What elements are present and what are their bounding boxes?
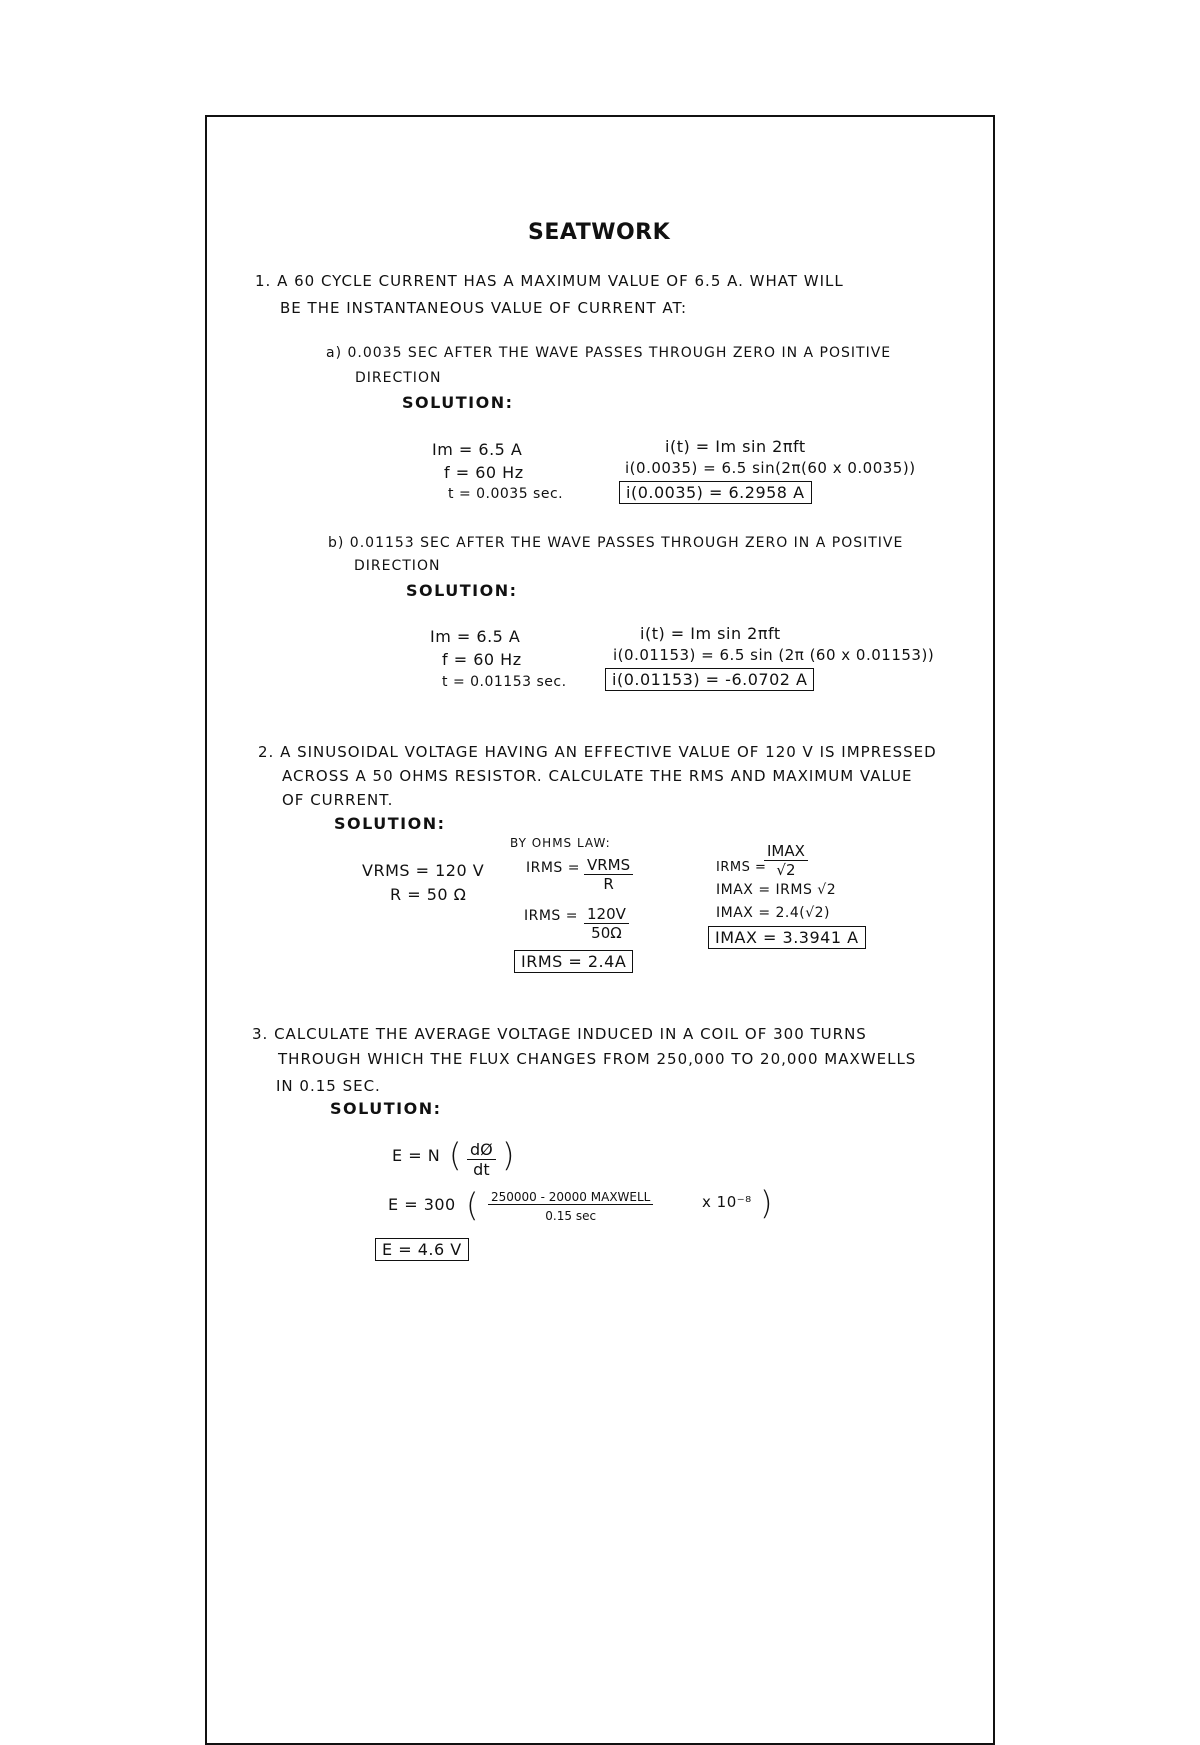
q1b-line1: b) 0.01153 SEC AFTER THE WAVE PASSES THROUGH ZERO IN A POSITIVE [328, 535, 904, 551]
q2-solution-label: SOLUTION: [334, 814, 446, 833]
q1-line2: BE THE INSTANTANEOUS VALUE OF CURRENT AT: [280, 299, 688, 317]
q1a-given-im: Im = 6.5 A [432, 440, 523, 459]
q1b-substitution: i(0.01153) = 6.5 sin (2π (60 x 0.01153)) [613, 646, 935, 664]
q3-e1-lhs: E = N [392, 1146, 441, 1165]
q2-imax-lhs: IRMS = [716, 860, 767, 875]
q3-e1-denominator: dt [473, 1160, 490, 1179]
q2-imax-fraction [764, 842, 808, 879]
q3-answer: E = 4.6 V [375, 1238, 469, 1261]
q2-irms-fraction [584, 856, 633, 893]
q2-ohms-law-label: BY OHMS LAW: [510, 836, 611, 850]
q2-given-r: R = 50 Ω [390, 885, 467, 904]
q3-e2-tail: x 10⁻⁸ [702, 1193, 752, 1211]
q2-irms-denominator: R [603, 875, 614, 893]
q2-given-v: VRMS = 120 V [362, 861, 485, 880]
q2-irms-lhs: IRMS = [526, 860, 581, 876]
q1a-answer: i(0.0035) = 6.2958 A [619, 481, 812, 504]
q1a-line1: a) 0.0035 SEC AFTER THE WAVE PASSES THROUGH ZERO IN A POSITIVE [326, 345, 892, 361]
q1b-formula: i(t) = Im sin 2πft [640, 624, 781, 643]
q3-e2-close-paren: ) [760, 1184, 773, 1222]
q3-e2-lhs: E = 300 [388, 1195, 456, 1214]
q3-e2-numerator: 250000 - 20000 MAXWELL [488, 1190, 653, 1205]
q2-line3: OF CURRENT. [282, 791, 394, 809]
q3-line3: IN 0.15 SEC. [276, 1077, 381, 1095]
q1b-given-t: t = 0.01153 sec. [442, 674, 567, 690]
q3-e1-numerator: dØ [467, 1140, 496, 1160]
q1a-formula: i(t) = Im sin 2πft [665, 437, 806, 456]
q3-e2-denominator: 0.15 sec [545, 1209, 597, 1223]
q2-imax-line2: IMAX = IRMS √2 [716, 882, 837, 898]
q2-line1: 2. A SINUSOIDAL VOLTAGE HAVING AN EFFECTIVE VALUE OF 120 V IS IMPRESSED [258, 743, 937, 761]
q1b-solution-label: SOLUTION: [406, 581, 518, 600]
q3-e2-open-paren: ( [466, 1186, 479, 1224]
q2-imax-numerator: IMAX [764, 842, 808, 861]
q3-e1-open-paren: ( [449, 1136, 462, 1174]
q1a-given-t: t = 0.0035 sec. [448, 486, 564, 502]
q1a-substitution: i(0.0035) = 6.5 sin(2π(60 x 0.0035)) [625, 459, 916, 477]
q2-irms2-numerator: 120V [584, 905, 629, 924]
q1-line1: 1. A 60 CYCLE CURRENT HAS A MAXIMUM VALUE OF 6.5 A. WHAT WILL [255, 272, 844, 290]
q3-e1-close-paren: ) [502, 1136, 515, 1174]
q2-irms2-fraction [584, 905, 629, 942]
q3-e1-fraction [467, 1140, 496, 1179]
q2-irms2-lhs: IRMS = [524, 908, 579, 924]
q3-line1: 3. CALCULATE THE AVERAGE VOLTAGE INDUCED IN A COIL OF 300 TURNS [252, 1025, 867, 1043]
q2-irms2-denominator: 50Ω [591, 924, 622, 942]
q1a-given-f: f = 60 Hz [444, 463, 524, 482]
q1b-answer: i(0.01153) = -6.0702 A [605, 668, 814, 691]
q2-irms-numerator: VRMS [584, 856, 633, 875]
q2-imax-line3: IMAX = 2.4(√2) [716, 905, 831, 921]
q3-line2: THROUGH WHICH THE FLUX CHANGES FROM 250,000 TO 20,000 MAXWELLS [278, 1050, 917, 1068]
q1a-line2: DIRECTION [355, 370, 442, 386]
q2-imax-answer: IMAX = 3.3941 A [708, 926, 866, 949]
q1b-line2: DIRECTION [354, 558, 441, 574]
q2-irms-answer: IRMS = 2.4A [514, 950, 633, 973]
q3-e2-fraction [488, 1190, 653, 1223]
q1b-given-f: f = 60 Hz [442, 650, 522, 669]
q1a-solution-label: SOLUTION: [402, 393, 514, 412]
q3-solution-label: SOLUTION: [330, 1099, 442, 1118]
q1b-given-im: Im = 6.5 A [430, 627, 521, 646]
page-title: SEATWORK [528, 220, 671, 245]
q2-line2: ACROSS A 50 OHMS RESISTOR. CALCULATE THE RMS AND MAXIMUM VALUE [282, 767, 913, 785]
q2-imax-denominator: √2 [776, 861, 796, 879]
